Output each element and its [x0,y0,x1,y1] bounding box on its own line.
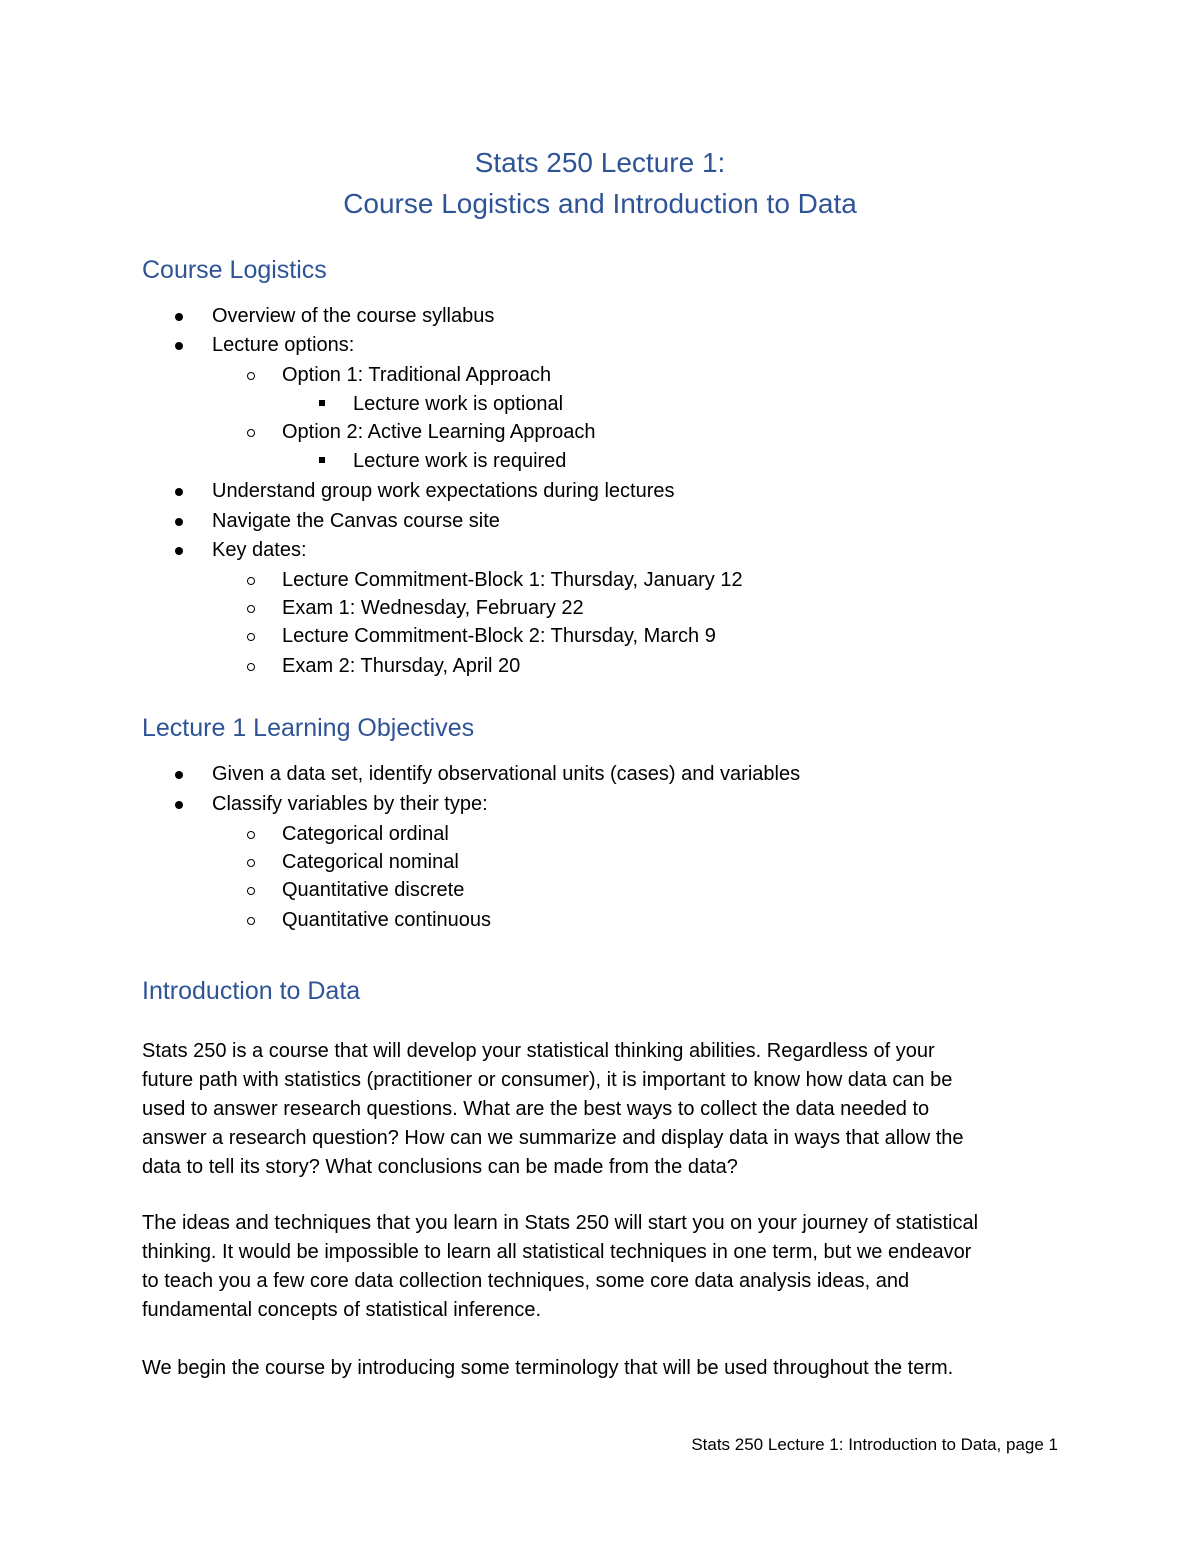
paragraph-line: Stats 250 is a course that will develop your statistical thinking abilities. Regardless of your [142,1040,935,1062]
list-item-option-1 [282,361,551,389]
list-item-type-3 [282,876,464,904]
heading-course-logistics: Course Logistics [142,256,327,284]
paragraph-line: fundamental concepts of statistical inference. [142,1299,542,1321]
list-item-date-4 [282,652,520,680]
list-item-identify [212,760,800,788]
list-item-classify [212,790,488,818]
circle-bullet-icon [247,372,255,380]
list-item-label: Key dates: [212,539,307,561]
list-item-label: Lecture work is optional [353,393,564,415]
list-item-type-2 [282,848,459,876]
list-item-label: Classify variables by their type: [212,793,488,815]
list-item-label: Lecture Commitment-Block 2: Thursday, March 9 [282,625,716,647]
list-item-label: Categorical ordinal [282,823,449,845]
paragraph-intro-3 [142,1354,1062,1383]
circle-bullet-icon [247,917,255,925]
circle-bullet-icon [247,429,255,437]
bullet-icon [175,488,183,496]
list-item-key-dates [212,536,307,564]
list-item-label: Categorical nominal [282,851,459,873]
circle-bullet-icon [247,663,255,671]
circle-bullet-icon [247,859,255,867]
list-item-label: Navigate the Canvas course site [212,510,500,532]
paragraph-line: to teach you a few core data collection techniques, some core data analysis ideas, and [142,1270,910,1292]
bullet-icon [175,771,183,779]
list-item-label: Quantitative discrete [282,879,465,901]
circle-bullet-icon [247,605,255,613]
list-item-label: Overview of the course syllabus [212,305,495,327]
bullet-icon [175,342,183,350]
bullet-icon [175,801,183,809]
list-item-date-3 [282,622,716,650]
list-item-date-1 [282,566,743,594]
paragraph-line: We begin the course by introducing some terminology that will be used throughout the term. [142,1357,954,1379]
circle-bullet-icon [247,577,255,585]
square-bullet-icon [319,457,325,463]
paragraph-intro-2 [142,1209,1062,1325]
paragraph-intro-1 [142,1037,1062,1182]
list-item-option-2-note [353,447,566,475]
paragraph-line: future path with statistics (practitioner or consumer), it is important to know how data can be [142,1069,953,1091]
square-bullet-icon [319,400,325,406]
list-item-label: Lecture Commitment-Block 1: Thursday, January 12 [282,569,743,591]
paragraph-line: answer a research question? How can we summarize and display data in ways that allow the [142,1127,964,1149]
circle-bullet-icon [247,887,255,895]
paragraph-line: data to tell its story? What conclusions can be made from the data? [142,1156,738,1178]
bullet-icon [175,313,183,321]
bullet-icon [175,518,183,526]
list-item-label: Exam 1: Wednesday, February 22 [282,597,584,619]
bullet-icon [175,547,183,555]
list-item-canvas [212,507,500,535]
list-item-label: Option 2: Active Learning Approach [282,421,596,443]
list-item-label: Option 1: Traditional Approach [282,364,552,386]
heading-learning-objectives: Lecture 1 Learning Objectives [142,714,475,742]
circle-bullet-icon [247,633,255,641]
list-item-date-2 [282,594,584,622]
list-item-label: Given a data set, identify observational units (cases) and variables [212,763,801,785]
list-item-type-1 [282,820,449,848]
list-item-option-1-note [353,390,563,418]
list-item-label: Lecture options: [212,334,355,356]
paragraph-line: thinking. It would be impossible to learn all statistical techniques in one term, but we endeavor [142,1241,972,1263]
list-item-label: Understand group work expectations during lectures [212,480,675,502]
heading-introduction-to-data: Introduction to Data [142,977,361,1005]
list-item-syllabus [212,302,494,330]
circle-bullet-icon [247,831,255,839]
list-item-option-2 [282,418,596,446]
list-item-label: Lecture work is required [353,450,567,472]
list-item-group-work [212,477,674,505]
list-item-lecture-options [212,331,354,359]
paragraph-line: The ideas and techniques that you learn in Stats 250 will start you on your journey of statistical [142,1212,979,1234]
document-title-line-2: Course Logistics and Introduction to Data [343,188,857,219]
document-title-line-1: Stats 250 Lecture 1: [474,147,726,178]
list-item-type-4 [282,906,491,934]
list-item-label: Exam 2: Thursday, April 20 [282,655,521,677]
paragraph-line: used to answer research questions. What are the best ways to collect the data needed to [142,1098,930,1120]
list-item-label: Quantitative continuous [282,909,492,931]
page-footer: Stats 250 Lecture 1: Introduction to Data, page 1 [691,1435,1058,1454]
